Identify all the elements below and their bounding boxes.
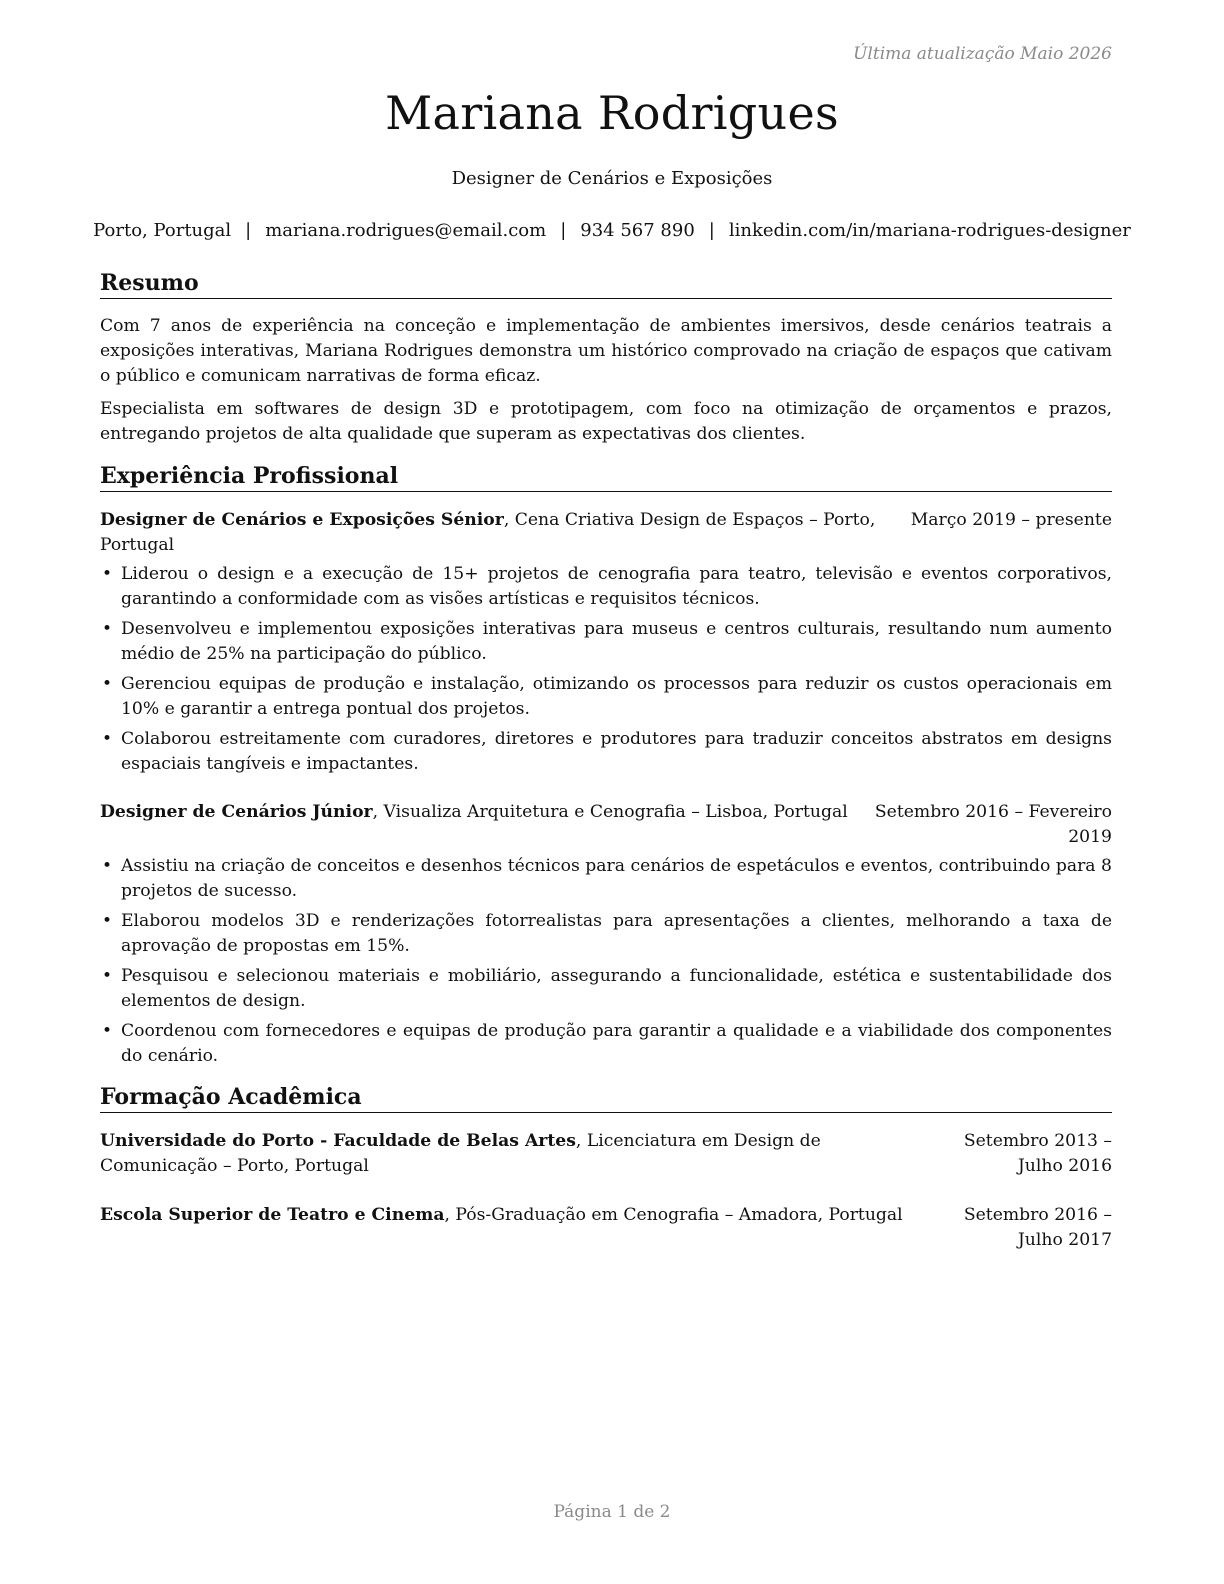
job-bullets [100, 562, 1112, 777]
last-updated: Última atualização Maio 2026 [853, 44, 1112, 64]
education-entry [100, 1129, 1112, 1179]
section-title-education: Formação Acadêmica [100, 1084, 1112, 1113]
job-title: Designer de Cenários e Exposições [451, 168, 773, 189]
education-header [100, 1203, 1112, 1253]
section-title-summary: Resumo [100, 270, 1112, 299]
job-role: Designer de Cenários e Exposições Sénior [100, 510, 504, 530]
contact-line [92, 220, 1132, 241]
person-name: Mariana Rodrigues [385, 86, 839, 140]
section-title-experience: Experiência Profissional [100, 463, 1112, 492]
job-header [100, 800, 1112, 850]
job-dates: Setembro 2016 – Fevereiro 2019 [874, 802, 1112, 847]
job-title-line [100, 800, 872, 825]
summary-section [100, 314, 1112, 455]
list-item: • Liderou o design e a execução de 15+ projetos de cenografia para teatro, televisão e eventos corporativos, garantindo a conformidade com as visões artísticas e requisitos técnicos. [100, 562, 1112, 612]
contact-separator: | [560, 220, 567, 241]
list-item: • Desenvolveu e implementou exposições interativas para museus e centros culturais, resultando num aumento médio de 25% na participação do público. [100, 617, 1112, 667]
contact-phone: 934 567 890 [580, 220, 695, 241]
education-dates: Setembro 2013 – Julho 2016 [963, 1131, 1112, 1176]
job-company: , Cena Criativa Design de Espaços – Porto, Portugal [100, 510, 876, 555]
education-detail: , Licenciatura em Design de Comunicação – Porto, Portugal [100, 1131, 821, 1176]
page-number: Página 1 de 2 [553, 1502, 671, 1522]
job-entry [100, 800, 1112, 1074]
education-dates: Setembro 2016 – Julho 2017 [963, 1205, 1112, 1250]
job-header [100, 508, 1112, 558]
list-item: • Pesquisou e selecionou materiais e mobiliário, assegurando a funcionalidade, estética e sustentabilidade dos elementos de design. [100, 964, 1112, 1014]
education-header [100, 1129, 1112, 1179]
education-title-line [100, 1203, 962, 1228]
job-company: , Visualiza Arquitetura e Cenografia – Lisboa, Portugal [372, 802, 848, 822]
education-school: Universidade do Porto - Faculdade de Belas Artes [100, 1131, 576, 1151]
contact-location: Porto, Portugal [93, 220, 232, 241]
contact-email[interactable]: mariana.rodrigues@email.com [265, 220, 547, 241]
education-school: Escola Superior de Teatro e Cinema [100, 1205, 445, 1225]
job-bullets [100, 854, 1112, 1069]
job-role: Designer de Cenários Júnior [100, 802, 373, 822]
education-title-line [100, 1129, 962, 1179]
summary-paragraph: Especialista em softwares de design 3D e prototipagem, com foco na otimização de orçamentos e prazos, entregando projetos de alta qualidade que superam as expectativas dos clientes. [100, 399, 1112, 444]
job-entry [100, 508, 1112, 782]
list-item: • Gerenciou equipas de produção e instalação, otimizando os processos para reduzir os custos operacionais em 10% e garantir a entrega pontual dos projetos. [100, 672, 1112, 722]
contact-separator: | [245, 220, 252, 241]
list-item: • Elaborou modelos 3D e renderizações fotorrealistas para apresentações a clientes, melhorando a taxa de aprovação de propostas em 15%. [100, 909, 1112, 959]
list-item: • Coordenou com fornecedores e equipas de produção para garantir a qualidade e a viabilidade dos componentes do cenário. [100, 1019, 1112, 1069]
summary-paragraph: Com 7 anos de experiência na conceção e implementação de ambientes imersivos, desde cenários teatrais a exposições interativas, Mariana Rodrigues demonstra um histórico comprovado na criação de espaços que cativam o público e comunicam narrativas de forma eficaz. [100, 316, 1112, 386]
contact-linkedin[interactable]: linkedin.com/in/mariana-rodrigues-designer [728, 220, 1131, 241]
list-item: • Assistiu na criação de conceitos e desenhos técnicos para cenários de espetáculos e eventos, contribuindo para 8 projetos de sucesso. [100, 854, 1112, 904]
job-title-line [100, 508, 911, 558]
education-entry [100, 1203, 1112, 1253]
education-detail: , Pós-Graduação em Cenografia – Amadora, Portugal [444, 1205, 903, 1225]
list-item: • Colaborou estreitamente com curadores, diretores e produtores para traduzir conceitos abstratos em designs espaciais tangíveis e impactantes. [100, 727, 1112, 777]
job-dates: Março 2019 – presente [910, 510, 1112, 530]
contact-separator: | [708, 220, 715, 241]
